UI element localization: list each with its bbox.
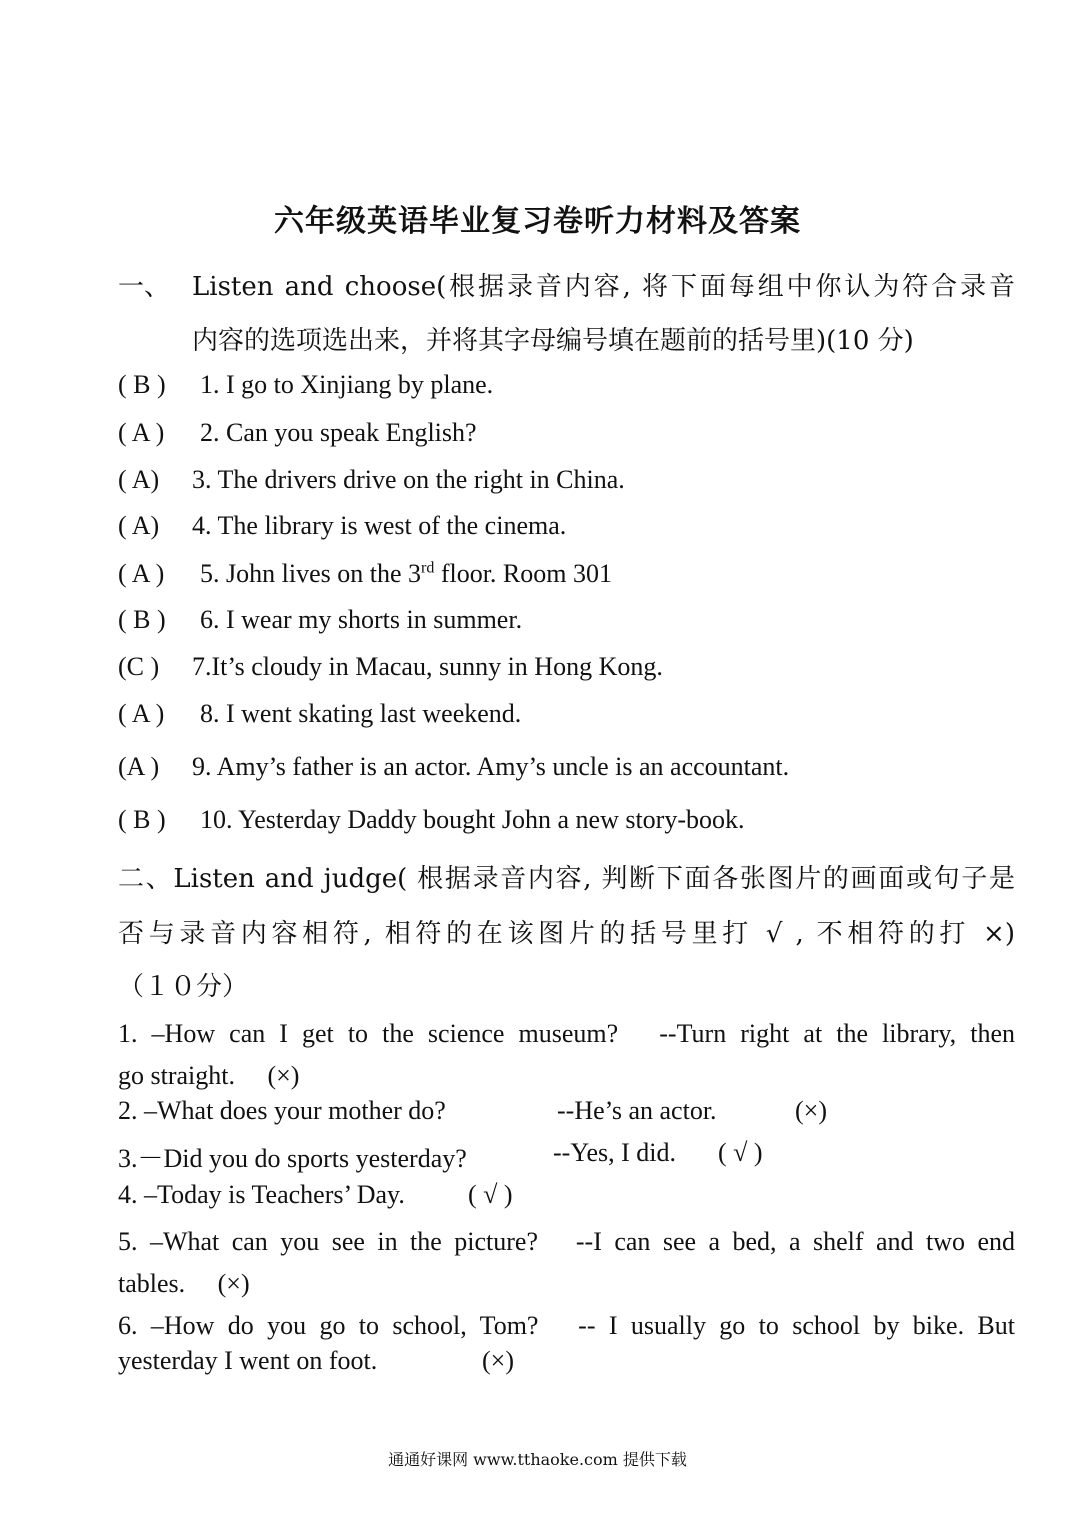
judge-2-question: 2. –What does your mother do? xyxy=(118,1096,446,1125)
answer-8: ( A ) xyxy=(118,699,165,728)
question-5-text-after: floor. Room 301 xyxy=(434,559,612,588)
page-title: 六年级英语毕业复习卷听力材料及答案 xyxy=(274,204,801,239)
section1-number: 一、 xyxy=(118,272,171,302)
answer-7: (C ) xyxy=(118,652,160,681)
judge-6-line2: yesterday I went on foot. xyxy=(118,1346,378,1375)
section1-heading-line2: 内容的选项选出来，并将其字母编号填在题前的括号里)(10 分) xyxy=(192,326,914,356)
question-7: 7.It’s cloudy in Macau, sunny in Hong Kong. xyxy=(192,652,663,681)
section2-heading-line2: 否与录音内容相符, 相符的在该图片的括号里打 √ , 不相符的打 ×) xyxy=(118,919,1015,949)
answer-4: ( A) xyxy=(118,511,160,540)
judge-2-answer: --He’s an actor. xyxy=(557,1096,717,1125)
answer-2: ( A ) xyxy=(118,418,165,447)
judge-6-line1: 6. –How do you go to school, Tom? -- I usually go to school by bike. But xyxy=(118,1311,1015,1340)
question-5 xyxy=(200,559,612,589)
judge-2-mark: (×) xyxy=(795,1096,827,1125)
section2-heading-line1: 二、Listen and judge( 根据录音内容, 判断下面各张图片的画面或句子是 xyxy=(118,864,1015,894)
question-6: 6. I wear my shorts in summer. xyxy=(200,605,523,634)
question-3: 3. The drivers drive on the right in China. xyxy=(192,465,625,494)
judge-3-mark: ( √ ) xyxy=(718,1138,763,1167)
answer-5: ( A ) xyxy=(118,559,165,588)
answer-3: ( A) xyxy=(118,465,160,494)
answer-1: ( B ) xyxy=(118,370,166,399)
question-8: 8. I went skating last weekend. xyxy=(200,699,522,728)
answer-9: (A ) xyxy=(118,752,160,781)
question-2: 2. Can you speak English? xyxy=(200,418,477,447)
question-4: 4. The library is west of the cinema. xyxy=(192,511,567,540)
question-1: 1. I go to Xinjiang by plane. xyxy=(200,370,494,399)
judge-1-line2: go straight. (×) xyxy=(118,1061,300,1090)
judge-6-mark: (×) xyxy=(482,1346,514,1375)
question-10: 10. Yesterday Daddy bought John a new story-book. xyxy=(200,805,745,834)
footer-source: 通通好课网 www.tthaoke.com 提供下载 xyxy=(388,1450,687,1469)
judge-3-answer: --Yes, I did. xyxy=(553,1138,677,1167)
answer-10: ( B ) xyxy=(118,805,166,834)
question-5-superscript: rd xyxy=(421,559,435,577)
section2-heading-line3: （１０分） xyxy=(118,972,249,1002)
judge-4-mark: ( √ ) xyxy=(468,1180,513,1209)
judge-4-question: 4. –Today is Teachers’ Day. xyxy=(118,1180,405,1209)
answer-6: ( B ) xyxy=(118,605,166,634)
judge-1-line1: 1. –How can I get to the science museum? --Turn right at the library, then xyxy=(118,1019,1015,1048)
judge-5-line1: 5. –What can you see in the picture? --I can see a bed, a shelf and two end xyxy=(118,1227,1015,1256)
question-9: 9. Amy’s father is an actor. Amy’s uncle is an accountant. xyxy=(192,752,790,781)
judge-5-line2: tables. (×) xyxy=(118,1269,250,1298)
judge-3-question: 3.－Did you do sports yesterday? xyxy=(118,1144,467,1173)
question-5-text-before: 5. John lives on the 3 xyxy=(200,559,421,588)
section1-heading-line1: Listen and choose(根据录音内容, 将下面每组中你认为符合录音 xyxy=(192,272,1015,302)
